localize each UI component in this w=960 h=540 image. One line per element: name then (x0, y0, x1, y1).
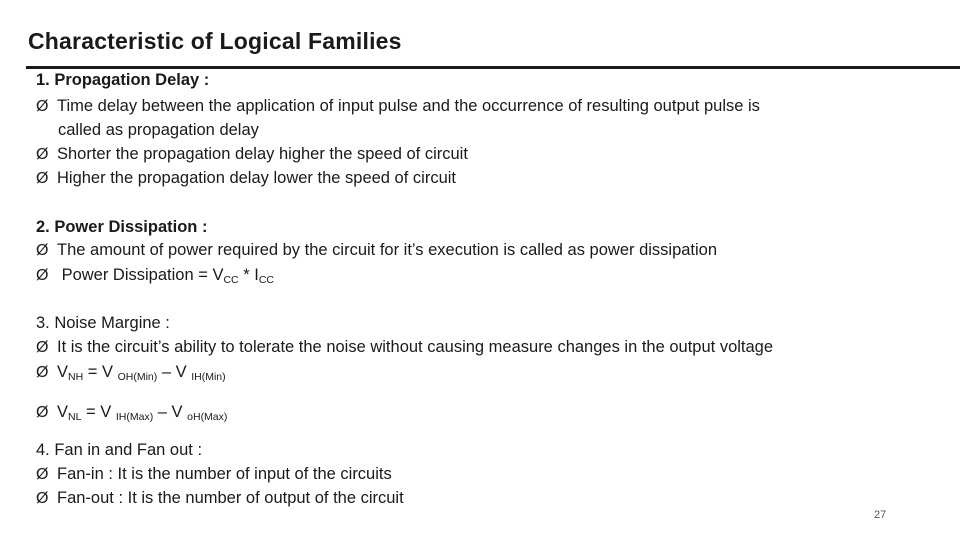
formula-text: V (57, 363, 69, 381)
formula-subscript: IH(Max) (115, 411, 154, 423)
bullet-item (36, 240, 717, 261)
arrow-bullet-icon: Ø (36, 146, 49, 163)
bullet-text: Higher the propagation delay lower the speed of circuit (57, 169, 456, 187)
arrow-bullet-icon: Ø (36, 364, 49, 381)
formula-text: Power Dissipation = V (57, 266, 224, 284)
formula-text: * I (238, 266, 259, 284)
formula-subscript: IH(Min) (191, 371, 226, 383)
formula-subscript: CC (258, 274, 274, 286)
vnh-formula (36, 362, 226, 383)
arrow-bullet-icon: Ø (36, 170, 49, 187)
slide-title: Characteristic of Logical Families (28, 28, 402, 54)
formula-subscript: oH(Max) (187, 411, 228, 423)
section-4-heading: 4. Fan in and Fan out : (36, 441, 203, 459)
formula-subscript: NH (68, 371, 84, 383)
arrow-bullet-icon: Ø (36, 404, 49, 421)
arrow-bullet-icon: Ø (36, 466, 49, 483)
bullet-item (36, 96, 760, 117)
formula-text: = V (81, 403, 116, 421)
formula-text: V (57, 403, 69, 421)
arrow-bullet-icon: Ø (36, 490, 49, 507)
arrow-bullet-icon: Ø (36, 242, 49, 259)
arrow-bullet-icon: Ø (36, 339, 49, 356)
bullet-text: The amount of power required by the circuit for it’s execution is called as power dissipation (57, 241, 718, 259)
formula-subscript: NL (68, 411, 82, 423)
bullet-text: Fan-out : It is the number of output of the circuit (57, 489, 404, 507)
bullet-item (36, 144, 468, 165)
bullet-text: It is the circuit’s ability to tolerate the noise without causing measure changes in the output voltage (57, 338, 774, 356)
bullet-item (36, 464, 392, 485)
title-underline (26, 66, 960, 69)
vnl-formula (36, 402, 227, 423)
bullet-item (36, 488, 404, 509)
formula-text: – V (153, 403, 188, 421)
bullet-item (36, 337, 773, 358)
formula-subscript: CC (223, 274, 239, 286)
page-number: 27 (874, 509, 887, 521)
formula-text: – V (157, 363, 192, 381)
formula-text: = V (83, 363, 118, 381)
section-2-heading: 2. Power Dissipation : (36, 218, 208, 236)
section-1-heading: 1. Propagation Delay : (36, 71, 210, 89)
power-formula (36, 265, 274, 286)
formula-subscript: OH(Min) (117, 371, 158, 383)
arrow-bullet-icon: Ø (36, 267, 49, 284)
bullet-text: Time delay between the application of input pulse and the occurrence of resulting output pulse is (57, 97, 760, 115)
arrow-bullet-icon: Ø (36, 98, 49, 115)
section-3-heading: 3. Noise Margine : (36, 314, 170, 332)
bullet-continuation: called as propagation delay (58, 121, 259, 139)
bullet-text: Shorter the propagation delay higher the speed of circuit (57, 145, 468, 163)
bullet-item (36, 168, 456, 189)
bullet-text: Fan-in : It is the number of input of the circuits (57, 465, 392, 483)
